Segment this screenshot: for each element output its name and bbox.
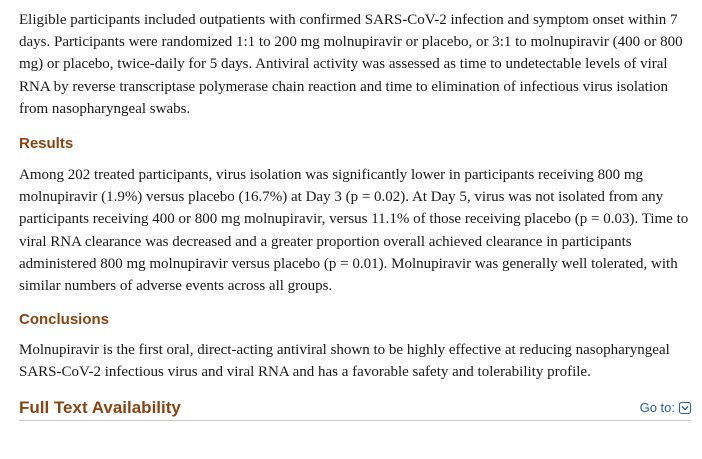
chevron-down-box-icon — [679, 402, 691, 414]
abstract-container — [19, 9, 691, 421]
abstract-methods-paragraph: Eligible participants included outpatients with confirmed SARS-CoV-2 infection and symptom onset within 7 days. Participants were randomized 1:1 to 200 mg molnupiravir or placebo, or 3:1 to molnupiravir (400 or 800 mg) or placebo, twice-daily for 5 days. Antiviral activity was assessed as time to undetectable levels of viral RNA by reverse transcriptase polymerase chain reaction and time to elimination of infectious virus isolation from nasopharyngeal swabs. — [19, 12, 683, 117]
results-heading: Results — [19, 135, 74, 153]
conclusions-paragraph: Molnupiravir is the first oral, direct-acting antiviral shown to be highly effective at reducing nasopharyngeal SARS-CoV-2 infectious virus and viral RNA and has a favorable safety and tolerability profile. — [19, 342, 670, 381]
goto-label: Go to: — [639, 400, 675, 416]
full-text-availability-title: Full Text Availability — [19, 397, 181, 417]
goto-menu-button[interactable] — [640, 400, 691, 415]
results-paragraph: Among 202 treated participants, virus isolation was significantly lower in participants receiving 800 mg molnupiravir (1.9%) versus placebo (16.7%) at Day 3 (p = 0.02). At Day 5, virus was not isolated from any participants receiving 400 or 800 mg molnupiravir, versus 11.1% of those receiving placebo (p = 0.03). Time to viral RNA clearance was decreased and a greater proportion overall achieved clearance in participants administered 800 mg molnupiravir versus placebo (p = 0.01). Molnupiravir was generally well tolerated, with similar numbers of adverse events across all groups. — [19, 167, 689, 295]
full-text-availability-header — [19, 398, 691, 421]
conclusions-heading: Conclusions — [19, 311, 110, 329]
